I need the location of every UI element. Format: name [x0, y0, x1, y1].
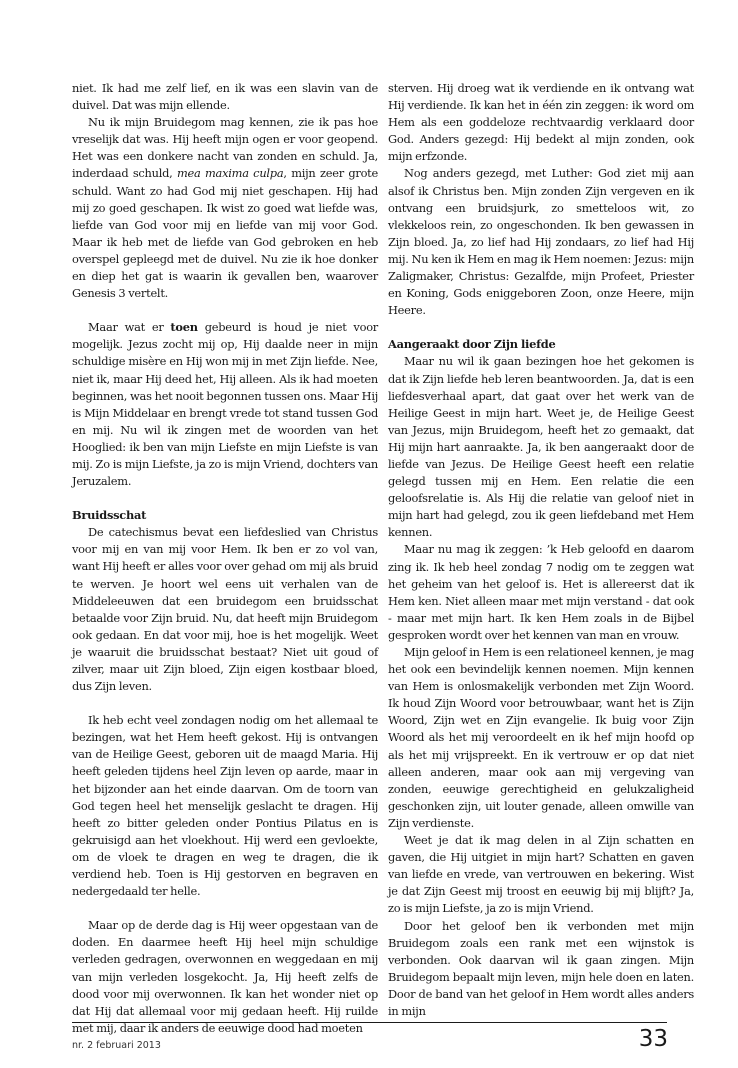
paragraph: sterven. Hij droeg wat ik verdiende en ik ontvang wat Hij verdiende. Ik kan het in één zin zeggen: ik word om Hem als een goddeloze rechtvaardig verklaard door God. Anders gezegd: Hij bedekt al mijn zonden, ook mijn erfzonde.	[388, 81, 694, 164]
paragraph: Nog anders gezegd, met Luther: God ziet mij aan alsof ik Christus ben. Mijn zonden Zijn vergeven en ik ontvang een bruidsjurk, zo smetteloos wit, zo vlekkeloos rein, zo ongeschonden. Ik ben gewassen in Zijn bloed. Ja, zo lief had Hij zondaars, zo lief had Hij mij. Nu ken ik Hem en mag ik Hem noemen: Jezus: mijn Zaligmaker, Christus: Gezalfde, mijn Profeet, Priester en Koning, Gods eniggeboren Zoon, onze Heere, mijn Heere.	[388, 166, 694, 318]
paragraph: Nu ik mijn Bruidegom mag kennen, zie ik pas hoe vreselijk dat was. Hij heeft mijn ogen er voor geopend. Het was een donkere nacht van zonden en schuld. Ja, inderdaad schuld, mea maxima culpa, mijn zeer grote schuld. Want zo had God mij niet geschapen. Hij had mij zo goed geschapen. Ik wist zo goed wat liefde was, liefde van God voor mij en liefde van mij voor God. Maar ik heb met de liefde van God gebroken en heb overspel gepleegd met de duivel. Nu zie ik hoe donker en diep het gat is waarin ik gevallen ben, waarover Genesis 3 vertelt.	[72, 115, 378, 301]
section-heading: Bruidsschat	[72, 508, 147, 523]
paragraph: Maar nu wil ik gaan bezingen hoe het gekomen is dat ik Zijn liefde heb leren beantwoorden. Ja, dat is een liefdesverhaal apart, dat gaat over het werk van de Heilige Geest in mijn hart. Weet je, de Heilige Geest van Jezus, mijn Bruidegom, heeft het zo gemaakt, dat Hij mijn hart aanraakte. Ja, ik ben aangeraakt door de liefde van Jezus. De Heilige Geest heeft een relatie gelegd tussen mij en Hem. Een relatie die een geloofsrelatie is. Als Hij die relatie van geloof niet in mijn hart had gelegd, zou ik geen liefdeband met Hem kennen.	[388, 354, 694, 540]
latin-phrase: mea maxima culpa	[176, 166, 284, 181]
paragraph: Maar wat er toen gebeurd is houd je niet voor mogelijk. Jezus zocht mij op, Hij daalde neer in mijn schuldige misère en Hij won mij in met Zijn liefde. Nee, niet ik, maar Hij deed het, Hij alleen. Als ik had moeten beginnen, was het nooit begonnen tussen ons. Maar Hij is Mijn Middelaar en brengt vrede tot stand tussen God en mij. Nu wil ik zingen met de woorden van het Hooglied: ik ben van mijn Liefste en mijn Liefste is van mij. Zo is mijn Liefste, ja zo is mijn Vriend, dochters van Jeruzalem.	[72, 320, 379, 489]
emphasis: toen	[170, 320, 198, 335]
section-heading: Aangeraakt door Zijn liefde	[388, 337, 556, 352]
left-column	[72, 80, 378, 1037]
paragraph: Door het geloof ben ik verbonden met mijn Bruidegom zoals een rank met een wijnstok is verbonden. Ook daarvan wil ik gaan zingen. Mijn Bruidegom bepaalt mijn leven, mijn hele doen en laten. Door de band van het geloof in Hem wordt alles anders in mijn	[388, 918, 694, 1018]
paragraph: Maar nu mag ik zeggen: ’k Heb geloofd en daarom zing ik. Ik heb heel zondag 7 nodig om te zeggen wat het geheim van het geloof is. Het is allereerst dat ik Hem ken. Niet alleen maar met mijn verstand - dat ook - maar met mijn hart. Ik ken Hem zoals in de Bijbel gesproken wordt over het kennen van man en vrouw.	[388, 542, 694, 642]
paragraph: Weet je dat ik mag delen in al Zijn schatten en gaven, die Hij uitgiet in mijn hart? Schatten en gaven van liefde en vrede, van vertrouwen en bekering. Wist je dat Zijn Geest mij troost en eeuwig bij mij blijft? Ja, zo is mijn Liefste, ja zo is mijn Vriend.	[388, 833, 694, 916]
paragraph: Maar op de derde dag is Hij weer opgestaan van de doden. En daarmee heeft Hij heel mijn schuldige verleden gedragen, overwonnen en weggedaan en mij van mijn verleden losgekocht. Ja, Hij heeft zelfs de dood voor mij overwonnen. Ik kan het wonder niet op dat Hij dat allemaal voor mij gedaan heeft. Hij ruilde met mij, daar ik anders de eeuwige dood had moeten	[72, 918, 378, 1035]
paragraph: Ik heb echt veel zondagen nodig om het allemaal te bezingen, wat het Hem heeft gekost. Hij is ontvangen van de Heilige Geest, geboren uit de maagd Maria. Hij heeft geleden tijdens heel Zijn leven op aarde, maar in het bijzonder aan het einde daarvan. Om de toorn van God tegen heel het menselijk geslacht te dragen. Hij heeft zo bitter geleden onder Pontius Pilatus en is gekruisigd aan het vloekhout. Hij werd een gevloekte, om de vloek te dragen en weg te dragen, die ik verdiend heb. Toen is Hij gestorven en begraven en nedergedaald ter helle.	[72, 713, 378, 899]
footer-rule	[72, 1022, 667, 1023]
page-number: 33	[638, 1026, 668, 1052]
paragraph: Mijn geloof in Hem is een relationeel kennen, je mag het ook een bevindelijk kennen noemen. Mijn kennen van Hem is onlosmakelijk verbonden met Zijn Woord. Ik houd Zijn Woord voor betrouwbaar, want het is Zijn Woord, Zijn wet en Zijn evangelie. Ik buig voor Zijn Woord als het mij veroordeelt en ik hef mijn hoofd op als het mij vrijspreekt. En ik vertrouw er op dat niet alleen anderen, maar ook aan mij vergeving van zonden, eeuwige gerechtigheid en gelukzaligheid geschonken zijn, uit louter genade, alleen omwille van Zijn verdienste.	[388, 645, 694, 830]
issue-label: nr. 2 februari 2013	[72, 1040, 161, 1051]
paragraph: De catechismus bevat een liefdeslied van Christus voor mij en van mij voor Hem. Ik ben er zo vol van, want Hij heeft er alles voor over gehad om mij als bruid te werven. Je hoort wel eens uit verhalen van de Middeleeuwen dat een bruidegom een bruidsschat betaalde voor Zijn bruid. Nu, dat heeft mijn Bruidegom ook gedaan. En dat voor mij, hoe is het mogelijk. Weet je waaruit die bruidsschat bestaat? Niet uit goud of zilver, maar uit Zijn bloed, Zijn eigen kostbaar bloed, dus Zijn leven.	[72, 525, 378, 694]
right-column	[388, 80, 694, 1020]
paragraph: niet. Ik had me zelf lief, en ik was een slavin van de duivel. Dat was mijn ellende.	[72, 81, 378, 113]
